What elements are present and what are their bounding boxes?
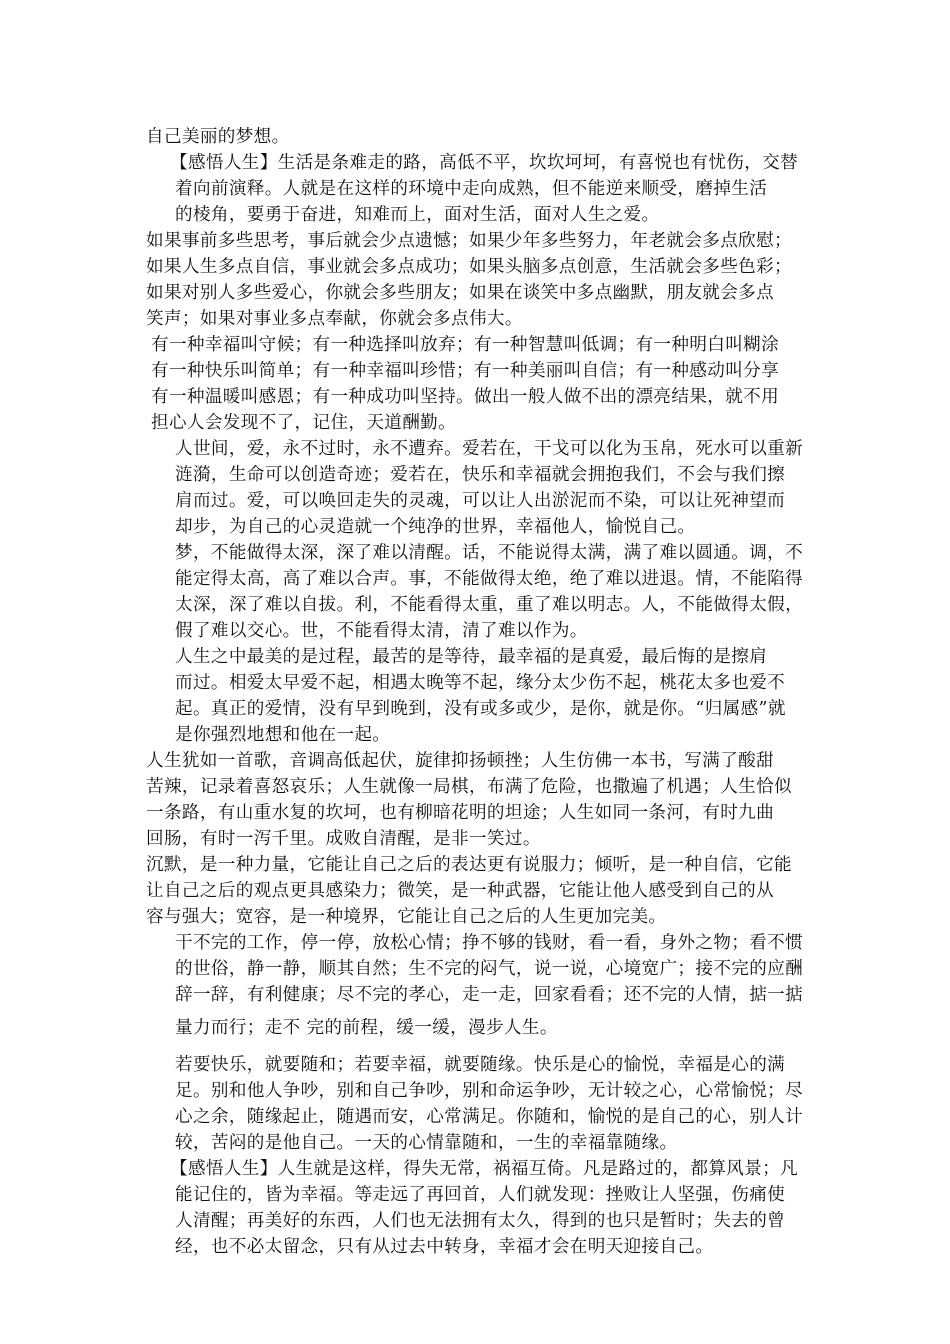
- text-line: 的世俗，静一静，顺其自然；生不完的闷气，说一说，心境宽广；接不完的应酬: [175, 959, 804, 979]
- text-line: 人生之中最美的是过程，最苦的是等待，最幸福的是真爱，最后悔的是擦肩: [175, 647, 768, 667]
- text-line: 人世间，爱，永不过时，永不遭弃。爱若在，干戈可以化为玉帛，死水可以重新: [175, 439, 804, 459]
- text-line: 自己美丽的梦想。: [146, 127, 290, 147]
- text-line: 有一种快乐叫简单；有一种幸福叫珍惜；有一种美丽叫自信；有一种感动叫分享: [151, 361, 780, 381]
- text-line: 是你强烈地想和他在一起。: [175, 725, 391, 745]
- text-line: 而过。相爱太早爱不起，相遇太晚等不起，缘分太少伤不起，桃花太多也爱不: [175, 673, 786, 693]
- text-line: 让自己之后的观点更具感染力；微笑，是一种武器，它能让他人感受到自己的从: [146, 881, 775, 901]
- text-line: 担心人会发现不了，记住，天道酬勤。: [151, 413, 457, 433]
- text-line: 容与强大；宽容，是一种境界，它能让自己之后的人生更加完美。: [146, 907, 667, 927]
- text-line: 肩而过。爱，可以唤回走失的灵魂，可以让人出淤泥而不染，可以让死神望而: [175, 491, 786, 511]
- text-line: 的棱角，要勇于奋进，知难而上，面对生活，面对人生之爱。: [175, 205, 660, 225]
- text-line: 经，也不必太留念，只有从过去中转身，幸福才会在明天迎接自己。: [175, 1237, 714, 1257]
- text-line: 如果对别人多些爱心，你就会多些朋友；如果在谈笑中多点幽默，朋友就会多点: [146, 283, 775, 303]
- text-line: 较，苦闷的是他自己。一天的心情靠随和，一生的幸福靠随缘。: [175, 1133, 678, 1153]
- text-line: 涟漪，生命可以创造奇迹；爱若在，快乐和幸福就会拥抱我们，不会与我们擦: [175, 465, 786, 485]
- text-line: 着向前演释。人就是在这样的环境中走向成熟，但不能逆来顺受，磨掉生活: [175, 179, 768, 199]
- text-line: 回肠，有时一泻千里。成败自清醒，是非一笑过。: [146, 829, 541, 849]
- text-line: 梦，不能做得太深，深了难以清醒。话，不能说得太满，满了难以圆通。调，不: [175, 543, 804, 563]
- text-line: 干不完的工作，停一停，放松心情；挣不够的钱财，看一看，身外之物；看不惯: [175, 933, 804, 953]
- text-line: 能定得太高，高了难以合声。事，不能做得太绝，绝了难以进退。情，不能陷得: [175, 569, 804, 589]
- text-line: 有一种幸福叫守候；有一种选择叫放弃；有一种智慧叫低调；有一种明白叫糊涂: [151, 335, 780, 355]
- text-line: 假了难以交心。世，不能看得太清，清了难以作为。: [175, 621, 588, 641]
- text-line: 太深，深了难以自拔。利，不能看得太重，重了难以明志。人，不能做得太假，: [175, 595, 804, 615]
- text-line: 一条路，有山重水复的坎坷，也有柳暗花明的坦途；人生如同一条河，有时九曲: [146, 803, 775, 823]
- text-line: 如果人生多点自信，事业就会多点成功；如果头脑多点创意，生活就会多些色彩；: [146, 257, 792, 277]
- text-line: 起。真正的爱情，没有早到晚到，没有或多或少，是你，就是你。“归属感”就: [175, 699, 786, 719]
- text-line: 笑声；如果对事业多点奉献，你就会多点伟大。: [146, 309, 523, 329]
- text-line: 【感悟人生】人生就是这样，得失无常，祸福互倚。凡是路过的，都算风景；凡: [170, 1159, 799, 1179]
- text-line: 【感悟人生】生活是条难走的路，高低不平，坎坎坷坷，有喜悦也有忧伤，交替: [170, 153, 799, 173]
- text-line: 心之余，随缘起止，随遇而安，心常满足。你随和，愉悦的是自己的心，别人计: [175, 1107, 804, 1127]
- text-line: 辞一辞，有利健康；尽不完的孝心，走一走，回家看看；还不完的人情，掂一掂: [175, 985, 804, 1005]
- text-line: 足。别和他人争吵，别和自己争吵，别和命运争吵，无计较之心，心常愉悦；尽: [175, 1081, 804, 1101]
- text-line: 若要快乐，就要随和；若要幸福，就要随缘。快乐是心的愉悦，幸福是心的满: [175, 1055, 786, 1075]
- text-line: 如果事前多些思考，事后就会少点遗憾；如果少年多些努力，年老就会多点欣慰；: [146, 231, 792, 251]
- text-line: 沉默，是一种力量，它能让自己之后的表达更有说服力；倾听，是一种自信，它能: [146, 855, 792, 875]
- text-line: 能记住的，皆为幸福。等走远了再回首，人们就发现：挫败让人坚强，伤痛使: [175, 1185, 786, 1205]
- text-line: 苦辣，记录着喜怒哀乐；人生就像一局棋，布满了危险，也撒遍了机遇；人生恰似: [146, 777, 792, 797]
- text-line: 人生犹如一首歌，音调高低起伏，旋律抑扬顿挫；人生仿佛一本书，写满了酸甜: [146, 751, 775, 771]
- text-line: 却步，为自己的心灵造就一个纯净的世界，幸福他人，愉悦自己。: [175, 517, 696, 537]
- text-line: 人清醒；再美好的东西，人们也无法拥有太久，得到的也只是暂时；失去的曾: [175, 1211, 786, 1231]
- text-line: 量力而行；走不 完的前程，缓一缓，漫步人生。: [175, 1018, 558, 1038]
- text-line: 有一种温暖叫感恩；有一种成功叫坚持。做出一般人做不出的漂亮结果，就不用: [151, 387, 780, 407]
